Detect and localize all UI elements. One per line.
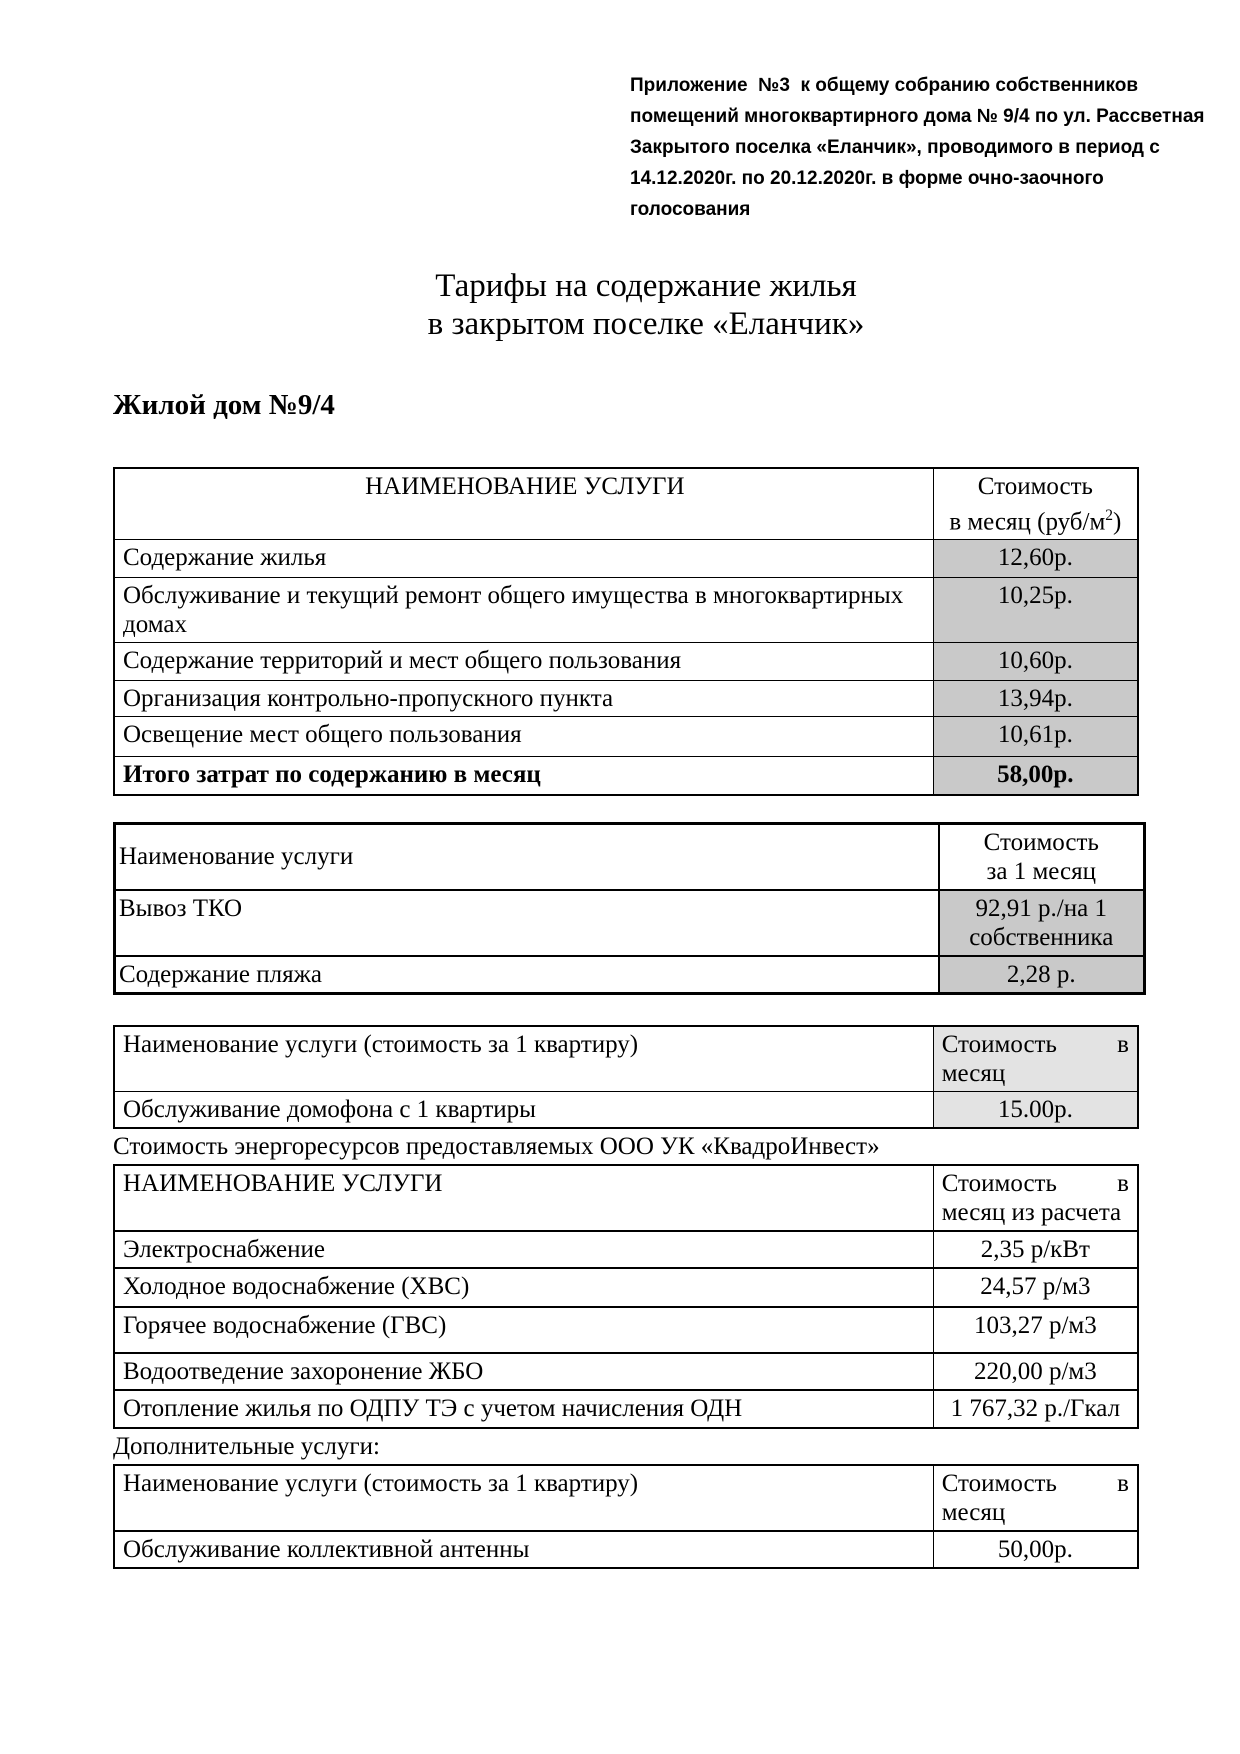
service-name-cell: Обслуживание коллективной антенны <box>114 1531 933 1568</box>
service-cost-cell: 24,57 р/м3 <box>933 1268 1138 1307</box>
service-cost-cell: 103,27 р/м3 <box>933 1307 1138 1353</box>
service-cost-cell: 10,25р. <box>933 578 1138 643</box>
appendix-note-line: Приложение №3 к общему собранию собственников <box>630 75 1139 96</box>
table-row <box>114 1231 1138 1268</box>
service-name-cell: Электроснабжение <box>114 1231 933 1268</box>
table-row <box>114 1268 1138 1307</box>
document-title-line1: Тарифы на содержание жилья <box>435 268 857 304</box>
service-name-header: НАИМЕНОВАНИЕ УСЛУГИ <box>114 468 933 540</box>
table-row <box>114 1390 1138 1428</box>
service-cost-cell: 12,60р. <box>933 540 1138 578</box>
table-row <box>114 578 1138 643</box>
table-row <box>114 1307 1138 1353</box>
table-row <box>114 681 1138 717</box>
cost-header <box>933 468 1138 540</box>
service-name-cell: Обслуживание домофона с 1 квартиры <box>114 1091 933 1128</box>
table-row <box>114 540 1138 578</box>
cost-header-line2 <box>938 501 1133 536</box>
cost-header-line1: Стоимость <box>977 473 1093 500</box>
maintenance-tariffs-table <box>113 467 1139 796</box>
service-name-cell: Горячее водоснабжение (ГВС) <box>114 1307 933 1353</box>
cost-header: Стоимость в месяц из расчета <box>933 1165 1138 1231</box>
service-name-cell: Вывоз ТКО <box>115 890 939 956</box>
service-cost-cell: 15.00р. <box>933 1091 1138 1128</box>
document-title-line2: в закрытом поселке «Еланчик» <box>427 306 865 342</box>
cost-header-superscript: 2 <box>1105 507 1114 524</box>
table-row <box>115 890 1145 956</box>
energy-caption: Стоимость энергоресурсов предоставляемых ООО УК «КвадроИнвест» <box>113 1133 880 1161</box>
service-name-header: Наименование услуги (стоимость за 1 квартиру) <box>114 1465 933 1531</box>
table-row <box>114 643 1138 681</box>
house-heading: Жилой дом №9/4 <box>113 389 335 421</box>
table-header-row <box>114 468 1138 540</box>
additional-services-caption: Дополнительные услуги: <box>113 1433 380 1461</box>
table-total-row <box>114 757 1138 795</box>
service-name-cell: Содержание пляжа <box>115 956 939 994</box>
table-row <box>114 717 1138 757</box>
service-cost-cell: 10,61р. <box>933 717 1138 757</box>
cost-header-line2: за 1 месяц <box>986 857 1096 885</box>
cost-header: Стоимость в месяц <box>933 1465 1138 1531</box>
cost-header-line1: Стоимость <box>983 828 1099 856</box>
service-cost-cell: 1 767,32 р./Гкал <box>933 1390 1138 1428</box>
service-name-cell: Содержание территорий и мест общего пользования <box>114 643 933 681</box>
service-name-cell: Отопление жилья по ОДПУ ТЭ с учетом начисления ОДН <box>114 1390 933 1428</box>
table-header-row <box>115 823 1145 890</box>
table-header-row <box>114 1165 1138 1231</box>
service-name-cell: Организация контрольно-пропускного пункта <box>114 681 933 717</box>
appendix-note-line: помещений многоквартирного дома № 9/4 по ул. Рассветная <box>630 106 1205 127</box>
table-row <box>115 956 1145 994</box>
service-name-header: Наименование услуги <box>115 823 939 890</box>
intercom-table <box>113 1025 1139 1130</box>
cost-header: Стоимость в месяц <box>933 1026 1138 1092</box>
tko-beach-table <box>113 822 1146 995</box>
service-cost-cell: 13,94р. <box>933 681 1138 717</box>
service-cost-cell: 50,00р. <box>933 1531 1138 1568</box>
table-row <box>114 1531 1138 1568</box>
table-row <box>114 1091 1138 1128</box>
table-header-row <box>114 1026 1138 1092</box>
service-name-cell: Освещение мест общего пользования <box>114 717 933 757</box>
appendix-note <box>630 0 1240 225</box>
service-name-header: Наименование услуги (стоимость за 1 квартиру) <box>114 1026 933 1092</box>
total-cost-cell: 58,00р. <box>933 757 1138 795</box>
appendix-note-line: Закрытого поселка «Еланчик», проводимого в период с <box>630 137 1160 158</box>
service-name-cell: Холодное водоснабжение (ХВС) <box>114 1268 933 1307</box>
cost-header <box>939 823 1145 890</box>
service-name-cell: Обслуживание и текущий ремонт общего имущества в многоквартирных домах <box>114 578 933 643</box>
table-header-row <box>114 1465 1138 1531</box>
service-cost-cell: 2,28 р. <box>939 956 1145 994</box>
energy-tariffs-table <box>113 1164 1139 1429</box>
service-cost-cell: 92,91 р./на 1 собственника <box>939 890 1145 956</box>
document-title <box>113 267 1139 343</box>
table-row <box>114 1353 1138 1390</box>
service-cost-cell: 220,00 р/м3 <box>933 1353 1138 1390</box>
total-label-cell: Итого затрат по содержанию в месяц <box>114 757 933 795</box>
service-name-header: НАИМЕНОВАНИЕ УСЛУГИ <box>114 1165 933 1231</box>
service-name-cell: Водоотведение захоронение ЖБО <box>114 1353 933 1390</box>
service-cost-cell: 10,60р. <box>933 643 1138 681</box>
antenna-table <box>113 1464 1139 1569</box>
cost-header-line2-text: в месяц (руб/м <box>949 508 1106 536</box>
service-name-cell: Содержание жилья <box>114 540 933 578</box>
cost-header-line2-close: ) <box>1113 508 1122 536</box>
appendix-note-line: голосования <box>630 199 751 220</box>
appendix-note-line: 14.12.2020г. по 20.12.2020г. в форме очно-заочного <box>630 168 1104 189</box>
service-cost-cell: 2,35 р/кВт <box>933 1231 1138 1268</box>
